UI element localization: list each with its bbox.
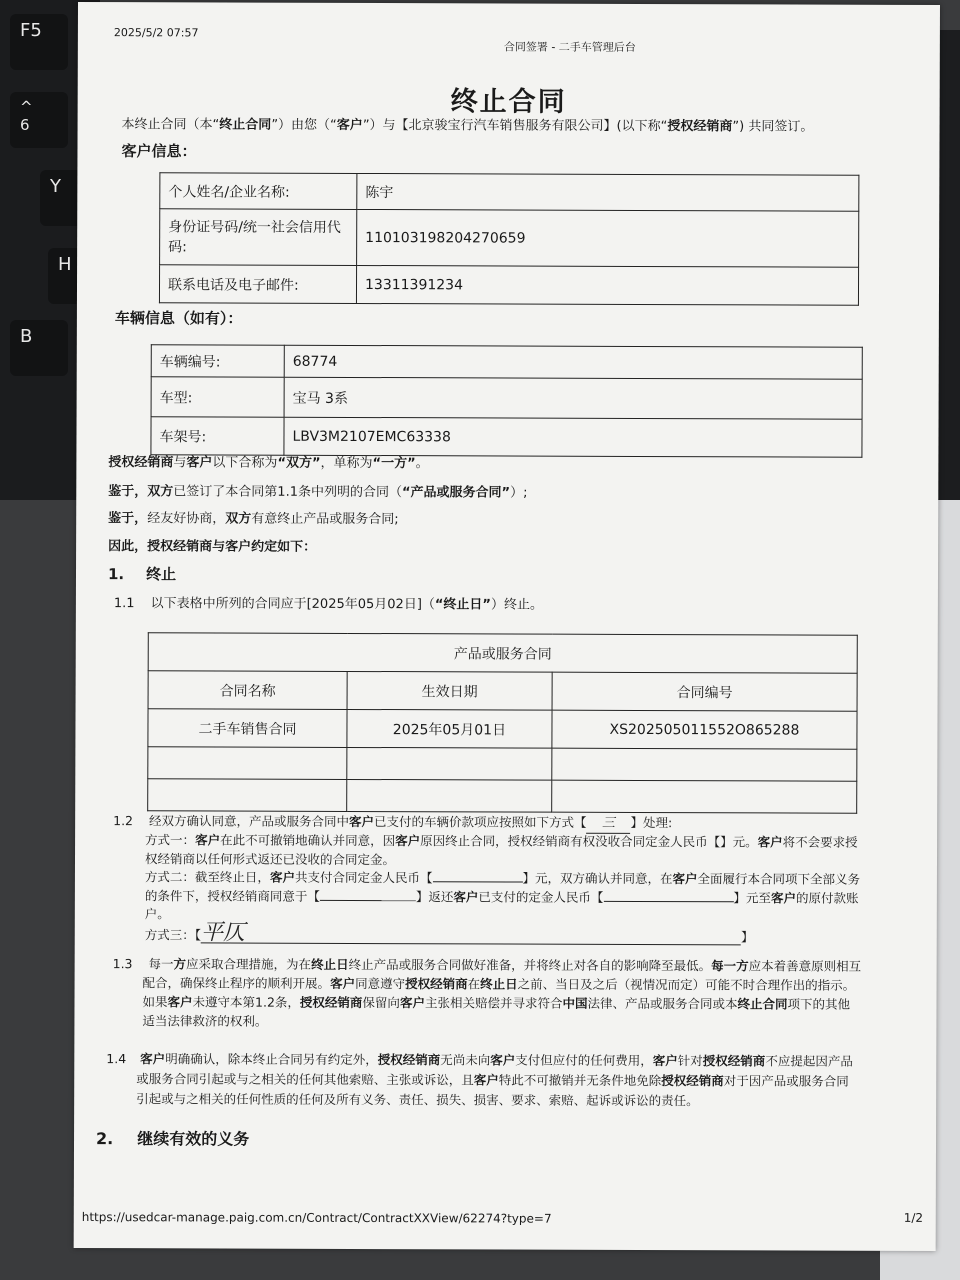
clause-1-2-line-2: 方式一：客户在此不可撤销地确认并同意，因客户原因终止合同，授权经销商有权没收合同定金人民币【】元。客户将不会要求授 — [145, 832, 858, 850]
customer-info-table — [159, 172, 859, 305]
section-1-heading: 1. 终止 — [107, 565, 177, 584]
customer-section-heading: 客户信息： — [121, 142, 197, 161]
vehicle-label: 车辆编号: — [151, 345, 284, 377]
clause-1-2-line-6: 户。 — [144, 906, 170, 922]
table-row-empty — [148, 747, 857, 781]
clause-1-4-line-1: 1.4 客户明确确认，除本终止合同另有约定外，授权经销商无尚未向客户支付但应付的任何费用，客户针对授权经销商不应提起因产品 — [106, 1051, 853, 1069]
vehicle-row — [151, 345, 862, 379]
key-y: Y — [40, 170, 98, 226]
clause-1-3-line-1: 1.3 每一方应采取合理措施，为在终止日终止产品或服务合同做好准备，并将终止对各自的影响降至最低。每一方应本着善意原则相互 — [112, 956, 862, 974]
handwritten-signature: 平仄 — [201, 924, 741, 945]
table-row-empty — [148, 779, 857, 813]
vehicle-section-heading: 车辆信息（如有）： — [114, 309, 243, 328]
recital-whereas-2: 鉴于，经友好协商，双方有意终止产品或服务合同; — [108, 511, 399, 528]
print-page-title: 合同签署 - 二手车管理后台 — [503, 40, 636, 54]
clause-1-3-line-4: 适当法律救济的权利。 — [142, 1013, 268, 1029]
table-cell: 2025年05月01日 — [347, 709, 552, 748]
document-title: 终止合同 — [450, 86, 567, 118]
vehicle-value: 68774 — [284, 345, 862, 379]
customer-row — [160, 173, 859, 211]
col-header: 生效日期 — [347, 671, 552, 710]
key-6: ^ 6 — [10, 92, 68, 148]
vehicle-info-table — [150, 344, 862, 457]
clause-1-4-line-2: 或服务合同引起或与之相关的任何其他索赔、主张或诉讼，且客户特此不可撤销并无条件地免除授权经销商对于因产品或服务合同 — [136, 1071, 849, 1089]
customer-row — [160, 209, 859, 267]
recital-whereas-1: 鉴于，双方已签订了本合同第1.1条中列明的合同（“产品或服务合同”）; — [108, 484, 528, 501]
key-h: H — [48, 248, 106, 304]
contracts-table — [147, 632, 858, 813]
clause-1-3-line-3: 如果客户未遵守本第1.2条，授权经销商保留向客户主张相关赔偿并寻求符合中国法律、产品或服务合同或本终止合同项下的其他 — [142, 994, 851, 1012]
customer-row — [159, 265, 858, 305]
contracts-header-row — [148, 671, 857, 711]
customer-label: 身份证号码/统一社会信用代码: — [160, 209, 357, 266]
vehicle-label: 车型: — [151, 377, 284, 417]
customer-value: 陈宇 — [357, 173, 859, 211]
recital-parties: 授权经销商与客户以下合称为“双方”，单称为“一方”。 — [108, 455, 429, 472]
section-2-heading: 2. 继续有效的义务 — [95, 1129, 250, 1149]
contracts-caption: 产品或服务合同 — [148, 633, 857, 673]
customer-value: 13311391234 — [356, 265, 858, 305]
vehicle-row — [151, 417, 862, 457]
key-b: B — [10, 320, 68, 376]
print-date: 2025/5/2 07:57 — [113, 26, 199, 40]
table-cell: 二手车销售合同 — [148, 709, 347, 748]
vehicle-value: 宝马 3系 — [284, 377, 862, 419]
col-header: 合同编号 — [552, 672, 857, 711]
key-f5: F5 — [10, 14, 68, 70]
clause-1-2-line-5: 的条件下，授权经销商同意于【 】返还客户已支付的定金人民币【 】元至客户的原付款账 — [144, 888, 859, 906]
clause-1-4-line-3: 引起或与之相关的任何性质的任何及所有义务、责任、损失、损害、要求、索赔、起诉或诉讼的责任。 — [136, 1091, 699, 1109]
customer-label: 联系电话及电子邮件: — [159, 265, 356, 304]
clause-1-2-line-4: 方式二：截至终止日，客户共支付合同定金人民币【 】元，双方确认并同意，在客户全面履行本合同项下全部义务 — [144, 869, 861, 887]
table-row — [148, 709, 857, 749]
vehicle-label: 车架号: — [151, 417, 284, 455]
customer-label: 个人姓名/企业名称: — [160, 173, 357, 210]
customer-value: 110103198204270659 — [357, 209, 859, 267]
col-header: 合同名称 — [148, 671, 347, 710]
clause-1-1: 1.1 以下表格中所列的合同应于[2025年05月02日]（“终止日”）终止。 — [113, 596, 544, 613]
intro-paragraph: 本终止合同（本“终止合同”）由您（“客户”）与【北京骏宝行汽车销售服务有限公司】(以下称“授权经销商”) 共同签订。 — [121, 117, 814, 135]
vehicle-row — [151, 377, 862, 419]
clause-1-2-line-7: 方式三：【平仄 】 — [144, 920, 754, 946]
clause-1-3-line-2: 配合，确保终止程序的顺利开展。客户同意遵守授权经销商在终止日之前、当日及之后（视情况而定）可能不时合理作出的指示。 — [142, 975, 856, 993]
clause-1-2-line-1: 1.2 经双方确认同意，产品或服务合同中客户已支付的车辆价款项应按照如下方式【 三 】处理: — [113, 812, 672, 834]
contracts-caption-row — [148, 633, 857, 673]
footer-page-number: 1/2 — [903, 1210, 924, 1225]
printed-contract-page — [74, 2, 940, 1251]
recital-therefore: 因此，授权经销商与客户约定如下： — [108, 539, 317, 555]
clause-1-2-line-3: 权经销商以任何形式返还已没收的合同定金。 — [144, 851, 396, 868]
table-cell: XS202505011552O865288 — [552, 710, 857, 749]
vehicle-value: LBV3M2107EMC63338 — [284, 417, 862, 457]
footer-url: https://usedcar-manage.paig.com.cn/Contract/ContractXXView/62274?type=7 — [81, 1210, 552, 1226]
